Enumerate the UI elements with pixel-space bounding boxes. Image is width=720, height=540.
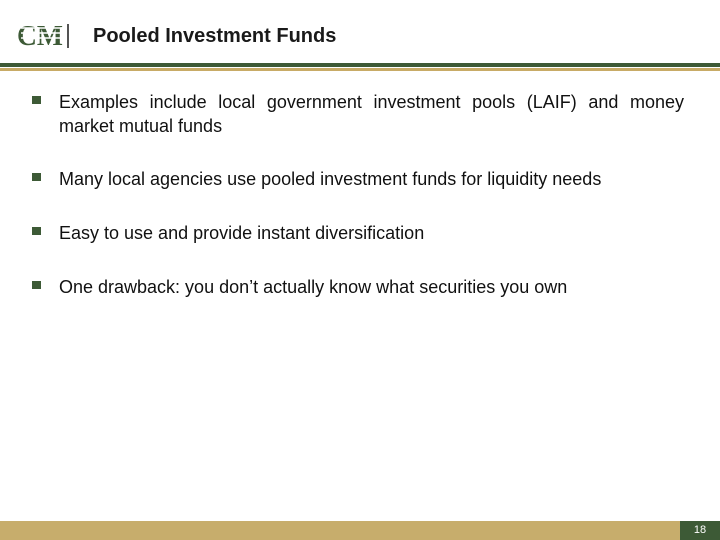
svg-text:CM: CM [17, 21, 63, 50]
square-bullet-icon [32, 173, 41, 181]
slide-title: Pooled Investment Funds [93, 25, 337, 47]
footer-stripe [0, 521, 680, 540]
bullet-text: Many local agencies use pooled investment funds for liquidity needs [59, 169, 602, 189]
square-bullet-icon [32, 96, 41, 104]
square-bullet-icon [32, 227, 41, 235]
bullet-text: Easy to use and provide instant diversification [59, 223, 425, 243]
footer-bar [0, 521, 720, 540]
bullet-text: Examples include local government investment pools (LAIF) and money market mutual funds [59, 92, 684, 136]
bullet-text: One drawback: you don’t actually know what securities you own [59, 277, 568, 297]
page-number: 18 [680, 521, 720, 540]
square-bullet-icon [32, 281, 41, 289]
